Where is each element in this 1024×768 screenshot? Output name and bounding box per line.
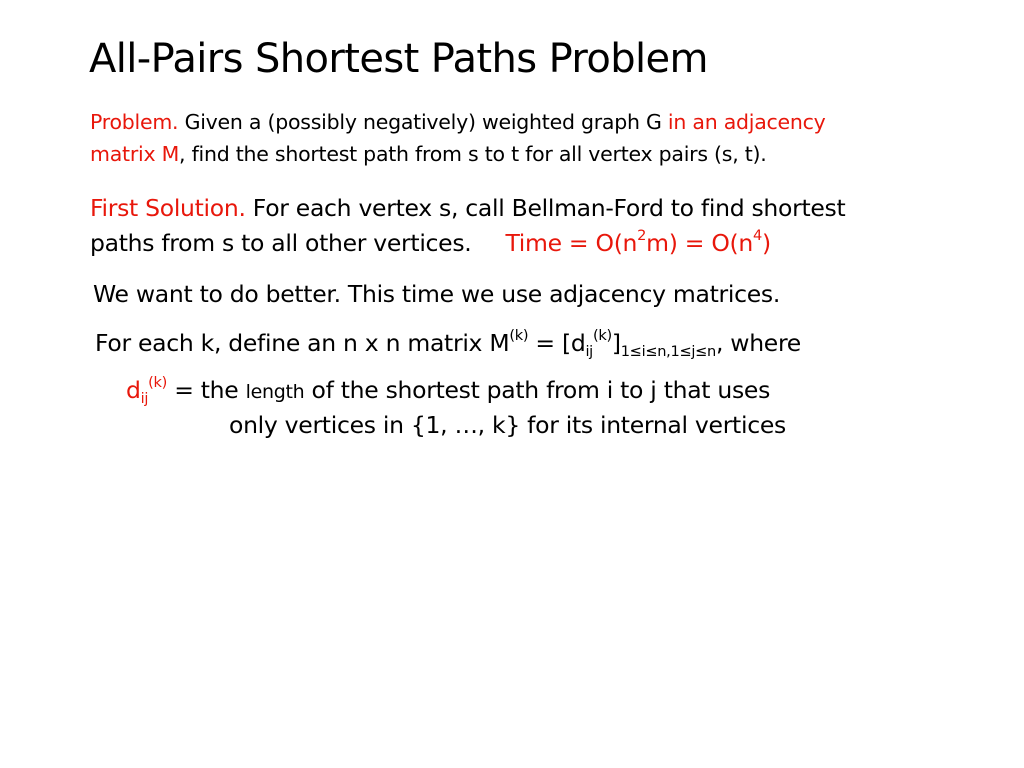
- define-text-d: , where: [715, 329, 801, 357]
- first-solution-label: First Solution.: [90, 194, 246, 222]
- problem-statement-line-2: [90, 142, 767, 166]
- slide-title: All-Pairs Shortest Paths Problem: [89, 36, 708, 82]
- first-solution-line-1: [90, 194, 845, 222]
- define-sup-k2: (k): [592, 327, 612, 345]
- dij-sup: (k): [148, 374, 168, 392]
- time-text-a: Time = O(n: [505, 229, 638, 257]
- problem-text: Given a (possibly negatively) weighted graph G: [178, 110, 668, 134]
- time-text-c: ): [761, 229, 771, 257]
- time-text-b: m) = O(n: [646, 229, 753, 257]
- define-text-c: ]: [611, 329, 621, 357]
- define-sub-range: 1≤i≤n,1≤j≤n: [620, 343, 716, 361]
- dij-length-word: length: [245, 381, 305, 403]
- problem-text-rest: , find the shortest path from s to t for all vertex pairs (s, t).: [179, 142, 767, 166]
- dij-sub: ij: [140, 390, 149, 408]
- time-exponent-1: 2: [637, 227, 647, 245]
- first-solution-text: For each vertex s, call Bellman-Ford to find shortest: [245, 194, 846, 222]
- dij-d: d: [126, 376, 141, 404]
- problem-label: Problem.: [90, 110, 179, 134]
- dij-text-a: = the: [167, 376, 246, 404]
- problem-statement-line-1: [90, 110, 826, 134]
- time-exponent-2: 4: [752, 227, 762, 245]
- problem-highlight-matrix: matrix M: [90, 142, 180, 166]
- time-complexity: [505, 229, 770, 257]
- first-solution-line-2: [90, 229, 771, 257]
- define-text-a: For each k, define an n x n matrix M: [95, 329, 510, 357]
- define-sup-k: (k): [509, 327, 529, 345]
- matrix-definition-line: [95, 327, 801, 361]
- first-solution-text-2: paths from s to all other vertices.: [90, 229, 472, 257]
- do-better-line: We want to do better. This time we use adjacency matrices.: [93, 280, 780, 308]
- dij-text-b: of the shortest path from i to j that uses: [304, 376, 771, 404]
- dij-symbol: [126, 374, 168, 408]
- define-sub-ij: ij: [585, 343, 593, 361]
- define-text-b: = [d: [528, 329, 586, 357]
- dij-definition-line-2: only vertices in {1, …, k} for its internal vertices: [229, 411, 786, 439]
- dij-definition-line-1: [126, 374, 771, 408]
- problem-highlight: in an adjacency: [667, 110, 826, 134]
